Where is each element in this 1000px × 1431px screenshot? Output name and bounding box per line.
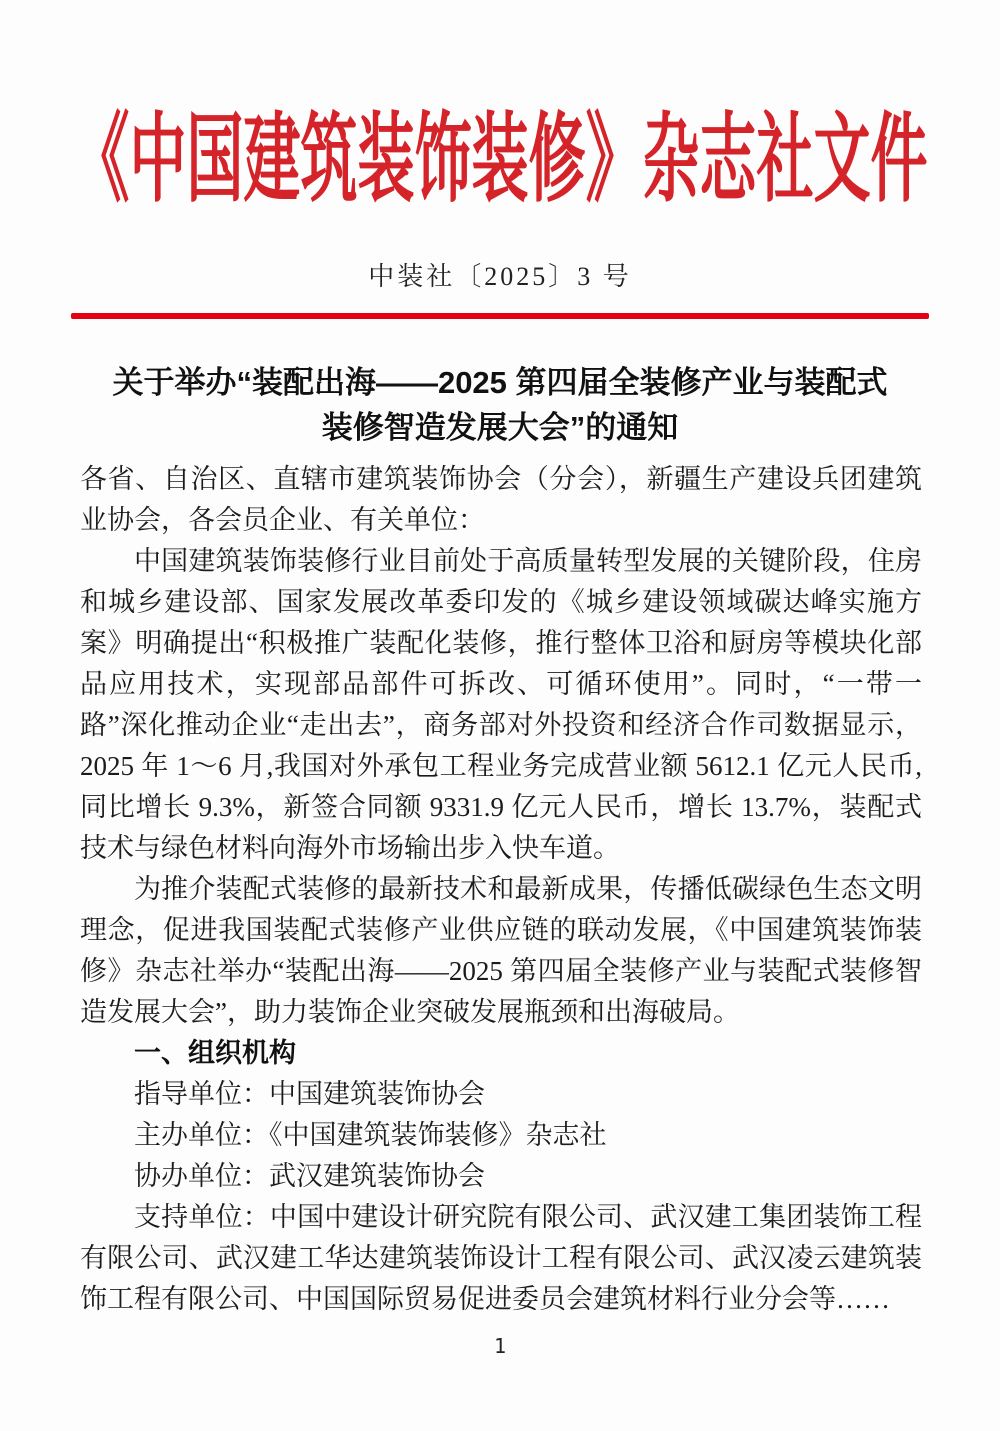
section-heading-organization: 一、组织机构 (134, 1038, 296, 1068)
letterhead-org-title: 《中国建筑装饰装修》杂志社文件 (72, 107, 928, 215)
red-divider-line (71, 313, 929, 319)
org-line-co-organizer-unit: 协办单位：武汉建筑装饰协会 (134, 1161, 485, 1191)
notice-body (80, 459, 922, 1320)
notice-title-line-2: 装修智造发展大会”的通知 (321, 410, 679, 445)
document-number: 中装社〔2025〕3 号 (368, 262, 632, 291)
org-line-guidance-unit: 指导单位：中国建筑装饰协会 (134, 1079, 485, 1109)
paragraph-event-purpose: 为推介装配式装修的最新技术和最新成果，传播低碳绿色生态文明理念，促进我国装配式装修产业供应链的联动发展，《中国建筑装饰装修》杂志社举办“装配出海——2025 第四届全装修产业与装配式装修智造发展大会”，助力装饰企业突破发展瓶颈和出海破局。 (80, 874, 922, 1027)
salutation-paragraph: 各省、自治区、直辖市建筑装饰协会（分会），新疆生产建设兵团建筑业协会，各会员企业、有关单位： (80, 464, 922, 535)
org-line-host-unit: 主办单位：《中国建筑装饰装修》杂志社 (134, 1120, 607, 1150)
notice-title (0, 360, 1000, 450)
paragraph-industry-context: 中国建筑装饰装修行业目前处于高质量转型发展的关键阶段，住房和城乡建设部、国家发展改革委印发的《城乡建设领域碳达峰实施方案》明确提出“积极推广装配化装修，推行整体卫浴和厨房等模块化部品应用技术，实现部品部件可拆改、可循环使用”。同时，“一带一路”深化推动企业“走出去”，商务部对外投资和经济合作司数据显示，2025 年 1～6 月,我国对外承包工程业务完成营业额 5612.1 亿元人民币,同比增长 9.3%，新签合同额 9331.9 亿元人民币，增长 13.7%，装配式技术与绿色材料向海外市场输出步入快车道。 (80, 546, 922, 863)
notice-title-line-1: 关于举办“装配出海——2025 第四届全装修产业与装配式 (112, 365, 888, 400)
paragraph-support-units: 支持单位：中国中建设计研究院有限公司、武汉建工集团装饰工程有限公司、武汉建工华达建筑装饰设计工程有限公司、武汉凌云建筑装饰工程有限公司、中国国际贸易促进委员会建筑材料行业分会等…… (80, 1202, 922, 1314)
page-number: 1 (493, 1334, 507, 1358)
